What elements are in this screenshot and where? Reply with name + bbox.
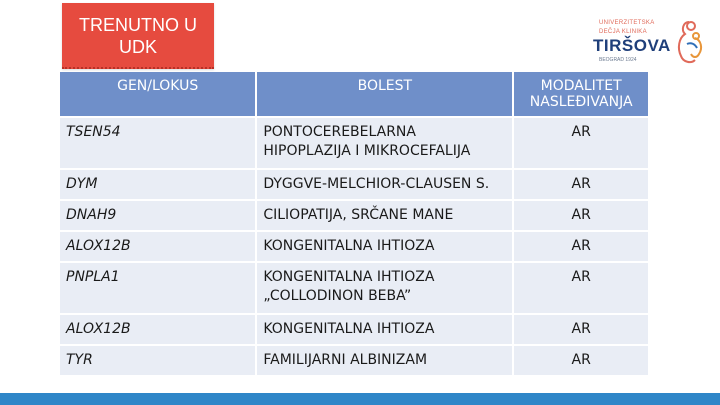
mode-cell: AR [514,118,648,168]
mode-cell: AR [514,232,648,261]
mode-cell: AR [514,315,648,344]
disease-cell: KONGENITALNA IHTIOZA [257,232,512,261]
table-row [60,170,648,199]
header-mode-line-2: NASLEĐIVANJA [529,94,633,110]
mode-cell: AR [514,201,648,230]
disease-cell: KONGENITALNA IHTIOZA [257,315,512,344]
header-mode-line-1: MODALITET [540,78,622,94]
table-row [60,118,648,168]
disease-line-1: PONTOCEREBELARNA [263,124,416,140]
disease-cell: DYGGVE-MELCHIOR-CLAUSEN S. [257,170,512,199]
slide-title [62,3,214,69]
disease-cell [257,263,512,313]
logo-line-2: DEČJA KLINIKA [599,29,647,35]
genes-table [58,70,650,377]
disease-line-2: „COLLODINON BEBA” [263,288,412,304]
parent-child-figure-icon [669,18,711,68]
gene-cell: TYR [60,346,255,375]
header-mode [514,72,648,116]
gene-cell: PNPLA1 [60,263,255,313]
table-row [60,346,648,375]
header-disease: BOLEST [257,72,512,116]
mode-cell: AR [514,263,648,313]
header-gene: GEN/LOKUS [60,72,255,116]
gene-cell: DNAH9 [60,201,255,230]
gene-cell: DYM [60,170,255,199]
logo-brand: TIRŠOVA [593,36,671,55]
mode-cell: AR [514,170,648,199]
bottom-bar [0,393,720,405]
table-row [60,263,648,313]
logo-subtitle: BEOGRAD 1924 [599,57,637,63]
gene-cell: TSEN54 [60,118,255,168]
gene-cell: ALOX12B [60,315,255,344]
disease-line-1: KONGENITALNA IHTIOZA [263,269,435,285]
disease-cell [257,118,512,168]
table-header-row [60,72,648,116]
logo-line-1: UNIVERZITETSKA [599,20,655,26]
table-row [60,315,648,344]
clinic-logo [585,18,713,70]
disease-line-2: HIPOPLAZIJA I MIKROCEFALIJA [263,143,471,159]
mode-cell: AR [514,346,648,375]
table-row [60,201,648,230]
gene-cell: ALOX12B [60,232,255,261]
disease-cell: FAMILIJARNI ALBINIZAM [257,346,512,375]
title-line-1: TRENUTNO U [79,15,197,35]
disease-cell: CILIOPATIJA, SRČANE MANE [257,201,512,230]
table-row [60,232,648,261]
title-line-2: UDK [118,37,157,57]
